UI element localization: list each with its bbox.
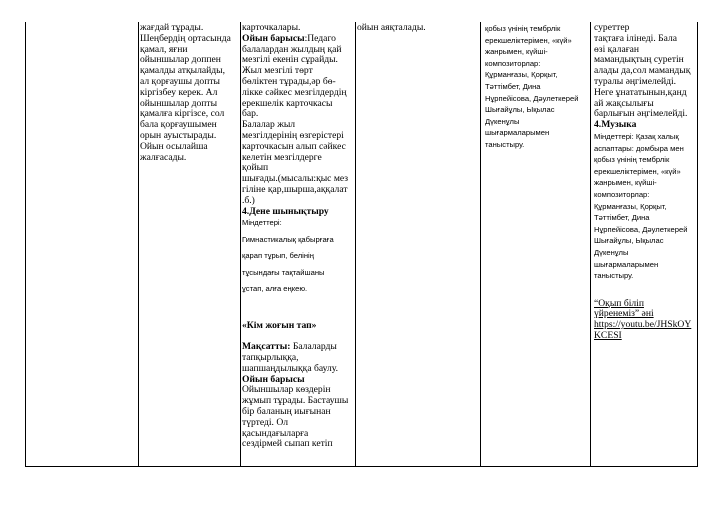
song-link-line[interactable]: үйренеміз” әні: [594, 308, 654, 320]
text-line: тұсындағы тақтайшаны: [242, 267, 325, 277]
text-line: шығармаларымен: [485, 128, 550, 138]
text-line: композиторлар:: [594, 189, 650, 199]
text-line: жағдай тұрады.: [140, 23, 204, 33]
column-1-cell: [140, 23, 238, 163]
text-line: .б.): [242, 194, 255, 206]
text-line: мезгілдерінің өзгерістері: [242, 129, 344, 141]
text-line: жанрымен, күйші-: [485, 47, 548, 57]
text-line: жұмып тұрады. Бастаушы: [242, 395, 349, 407]
text-line: Балалар жыл: [242, 119, 296, 131]
text-line: жанрымен, күйші-: [594, 178, 657, 188]
game-progress-label: Ойын барысы: [242, 373, 305, 385]
tasks-label: Міндеттері:: [242, 218, 282, 228]
text-line: бөліктен тұрады,әр бө-: [242, 75, 336, 87]
text-line: суреттер: [594, 23, 630, 33]
text-line: туралы әңгімелейді.: [594, 75, 677, 87]
text-line: шығармаларымен: [594, 259, 659, 269]
table-border-bottom: [25, 466, 698, 467]
text-line: бала қорғаушымен: [140, 119, 217, 131]
game-progress-label: Ойын барысы: [242, 32, 305, 44]
text-line: ерекшелік карточкасы: [242, 97, 333, 109]
text-line: ойын аяқталады.: [357, 23, 426, 33]
text-line: кіргізбеу керек. Ал: [140, 86, 218, 98]
text-line: қамалды атқылайды,: [140, 65, 225, 77]
column-divider-3: [355, 22, 356, 466]
text-line: Тәттімбет, Дина: [485, 81, 541, 91]
goal-text: Балаларды: [290, 341, 337, 353]
text-line: шапшаңдылыққа баулу.: [242, 362, 339, 374]
text-line: қарап тұрып, белінің: [242, 251, 314, 261]
song-link-url[interactable]: https://youtu.be/JHSkOY: [594, 319, 692, 331]
column-divider-2: [240, 22, 241, 466]
text-line: таныстыру.: [594, 271, 634, 281]
text-line: Нұрпейісова, Дәулеткерей: [594, 224, 688, 234]
section-heading: 4.Дене шынықтыру: [242, 205, 329, 217]
text-line: жалғасады.: [140, 151, 187, 163]
column-5-cell: [594, 23, 696, 342]
text-line: Гимнастикалық қабырғаға: [242, 234, 334, 244]
column-divider-4: [480, 22, 481, 466]
text-line: Құрманғазы, Қорқыт,: [485, 70, 558, 80]
text-line: түртеді. Ол: [242, 416, 289, 428]
text-line: өзі қалаған: [594, 43, 640, 55]
text-line: мамандықтың суретін: [594, 54, 684, 66]
text-line: Дүкенұлы: [594, 247, 629, 257]
text-line: таныстыру.: [485, 139, 525, 149]
game-progress-text: :Педаго: [304, 32, 336, 44]
text-line: Ойын осылайша: [140, 140, 208, 152]
game-progress-line: [242, 34, 354, 45]
text-line: шығады.(мысалы:қыс мез: [242, 173, 349, 185]
text-line: қамал, яғни: [140, 43, 188, 55]
text-line: Дүкенұлы: [485, 116, 520, 126]
text-line: ойыншылар доппен: [140, 54, 221, 66]
song-link-url[interactable]: KCESI: [594, 330, 622, 342]
text-line: бір баланың иығынан: [242, 405, 331, 417]
text-line: ұстап, алға еңкею.: [242, 283, 308, 293]
text-line: ал қорғаушы допты: [140, 75, 220, 87]
text-line: мезгілі екенін сұрайды.: [242, 54, 338, 66]
game-title: «Кім жоғын тап»: [242, 320, 317, 332]
text-line: Міндеттері: Қазақ халық: [594, 131, 679, 141]
text-line: сездірмей сыпап кетіп: [242, 438, 333, 450]
section-heading: 4.Музыка: [594, 119, 637, 131]
table-border-right: [697, 22, 698, 466]
text-line: Жыл мезгілі төрт: [242, 65, 313, 77]
text-line: лікке сәйкес мезгілдердің: [242, 86, 347, 98]
text-line: балалардан жылдың қай: [242, 43, 342, 55]
text-line: қобыз үнінің тембрлік: [594, 155, 670, 165]
text-line: Ойыншылар көздерін: [242, 384, 331, 396]
text-line: карточкалары.: [242, 23, 301, 33]
text-line: Шығайұлы, Ықылас: [594, 236, 664, 246]
text-line: ерекшеліктерімен, «күй»: [594, 166, 681, 176]
text-line: Құрманғазы, Қорқыт,: [594, 201, 667, 211]
column-divider-5: [590, 22, 591, 466]
text-line: ерекшеліктерімен, «күй»: [485, 35, 572, 45]
text-line: Нұрпейісова, Дәулеткерей: [485, 93, 579, 103]
song-link-line[interactable]: “Оқып біліп: [594, 297, 644, 309]
text-line: қасындағыларға: [242, 427, 309, 439]
text-line: аспаптары: домбыра мен: [594, 143, 684, 153]
text-line: Шығайұлы, Ықылас: [485, 105, 555, 115]
text-line: гіліне қар,шырша,аққалат: [242, 183, 348, 195]
table-border-left: [25, 22, 26, 466]
text-line: қамалға кіргізсе, сол: [140, 108, 225, 120]
text-line: Шеңбердің ортасында: [140, 32, 231, 44]
text-line: Тәттімбет, Дина: [594, 213, 650, 223]
text-line: тақтаға ілінеді. Бала: [594, 32, 678, 44]
song-link[interactable]: [594, 299, 696, 342]
text-line: тапқырлыққа,: [242, 351, 299, 363]
text-line: бар.: [242, 108, 259, 120]
column-divider-1: [138, 22, 139, 466]
text-line: барлығын әңгімелейді.: [594, 108, 688, 120]
text-line: композиторлар:: [485, 58, 541, 68]
column-2-cell: [242, 23, 354, 450]
text-line: карточкасын алып сәйкес: [242, 140, 346, 152]
text-line: қойып: [242, 162, 269, 174]
text-line: келетін мезгілдерге: [242, 151, 322, 163]
text-line: алады да,сол мамандық: [594, 65, 691, 77]
column-3-cell: [357, 23, 477, 34]
text-line: Неге ұнататынын,қанд: [594, 86, 687, 98]
text-line: ойыншылар допты: [140, 97, 218, 109]
goal-label: Мақсатты:: [242, 341, 291, 353]
text-line: ай жақсылығы: [594, 97, 654, 109]
text-line: қобыз үнінің тембрлік: [485, 24, 561, 33]
column-4-cell: [485, 23, 589, 151]
text-line: орын ауыстырады.: [140, 129, 217, 141]
